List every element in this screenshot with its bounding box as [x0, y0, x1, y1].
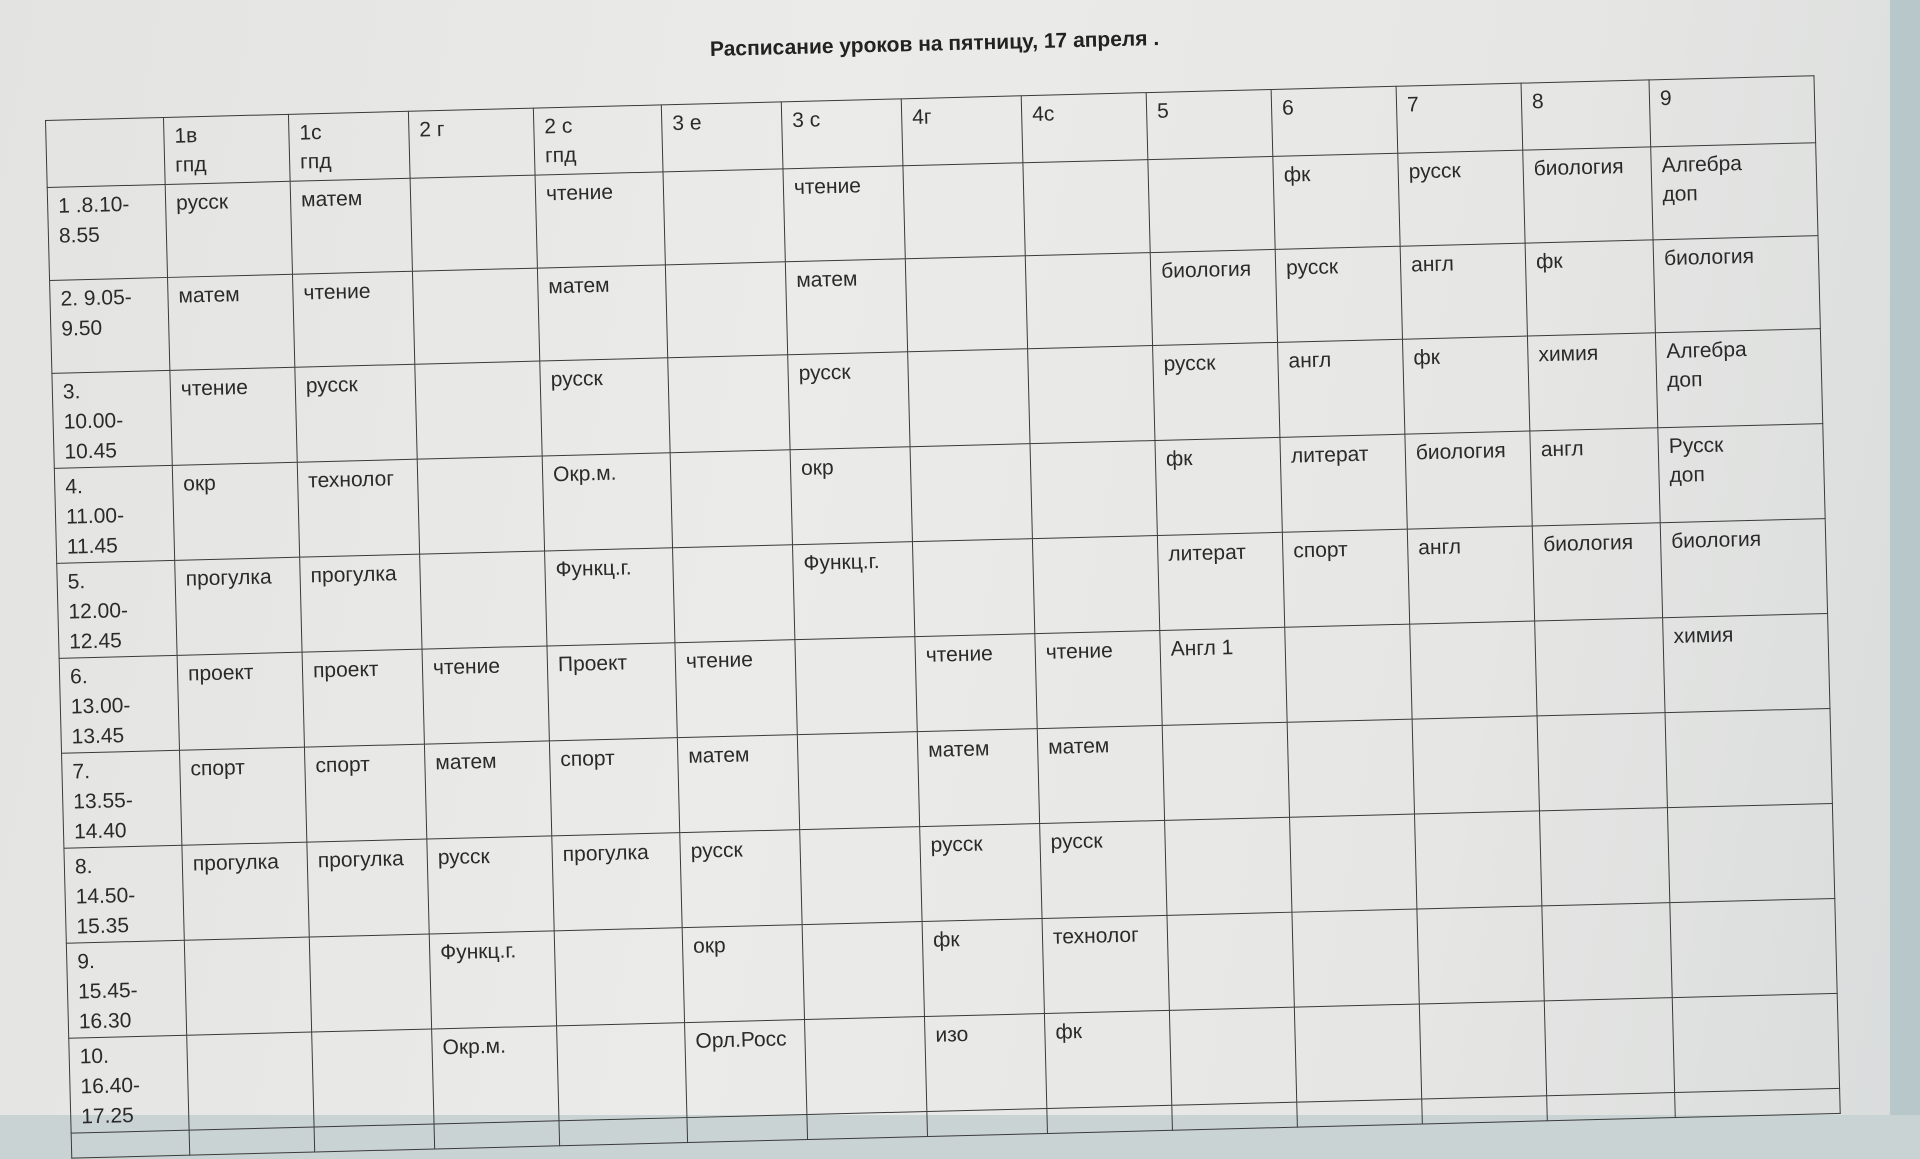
class-header-cell: 4с — [1021, 93, 1148, 163]
subject-cell — [1292, 909, 1419, 1007]
subject-cell: прогулка — [307, 839, 429, 937]
subject-cell: чтение — [915, 634, 1037, 732]
subject-cell: англ — [1400, 243, 1527, 339]
subject-cell: фк — [922, 919, 1044, 1017]
lesson-time-cell: 4. 11.00- 11.45 — [54, 465, 174, 563]
subject-cell: спорт — [179, 747, 306, 845]
empty-cell — [1675, 1088, 1841, 1117]
empty-cell — [687, 1115, 808, 1143]
subject-cell: Англ 1 — [1160, 627, 1287, 725]
empty-cell — [71, 1130, 190, 1158]
empty-cell — [1172, 1102, 1298, 1130]
lesson-time-cell: 7. 13.55- 14.40 — [62, 750, 182, 848]
lesson-time-cell: 6. 13.00- 13.45 — [59, 655, 179, 753]
subject-cell: проект — [302, 649, 424, 747]
subject-cell: чтение — [535, 172, 665, 268]
subject-cell — [417, 456, 544, 554]
subject-cell — [908, 349, 1030, 447]
empty-cell — [1547, 1093, 1676, 1121]
subject-cell — [905, 256, 1027, 352]
subject-cell: русск — [680, 830, 802, 928]
subject-cell: Проект — [547, 643, 677, 741]
subject-cell — [800, 827, 922, 925]
subject-cell — [805, 1017, 927, 1115]
empty-cell — [314, 1124, 435, 1152]
subject-cell: прогулка — [175, 557, 302, 655]
class-header-cell: 5 — [1146, 89, 1273, 159]
subject-cell: спорт — [1282, 529, 1409, 627]
subject-cell: биология — [1532, 523, 1662, 621]
subject-cell: русск — [1040, 820, 1167, 918]
class-header-cell: 9 — [1649, 76, 1816, 147]
subject-cell — [1290, 814, 1417, 912]
class-header-cell: 1с гпд — [288, 111, 410, 181]
subject-cell — [420, 551, 547, 649]
subject-cell: Функц.г. — [545, 548, 675, 646]
subject-cell — [1167, 912, 1294, 1010]
subject-cell: технолог — [297, 459, 419, 557]
empty-cell — [1297, 1099, 1423, 1127]
lesson-time-cell: 1 .8.10- 8.55 — [47, 184, 167, 280]
subject-cell — [670, 450, 792, 548]
subject-cell: Алгебра доп — [1655, 329, 1822, 428]
subject-cell — [309, 934, 431, 1032]
subject-cell — [1028, 346, 1155, 444]
subject-cell — [1169, 1007, 1296, 1105]
empty-cell — [1422, 1096, 1548, 1124]
subject-cell — [1539, 808, 1669, 906]
subject-cell: русск — [540, 358, 670, 456]
subject-cell: матем — [785, 259, 907, 355]
subject-cell — [1410, 621, 1537, 719]
subject-cell: прогулка — [182, 842, 309, 940]
lesson-time-cell: 8. 14.50- 15.35 — [64, 845, 184, 943]
subject-cell — [912, 539, 1034, 637]
subject-cell: русск — [1153, 342, 1280, 440]
subject-cell: биология — [1660, 519, 1827, 618]
class-header-cell: 3 с — [781, 99, 903, 169]
subject-cell: матем — [1037, 725, 1164, 823]
subject-cell — [802, 922, 924, 1020]
empty-cell — [559, 1118, 688, 1146]
subject-cell — [1542, 903, 1672, 1001]
class-header-cell: 3 е — [661, 102, 783, 172]
empty-cell — [1047, 1105, 1173, 1133]
subject-cell: матем — [290, 178, 412, 274]
subject-cell: спорт — [304, 744, 426, 842]
lesson-time-cell: 5. 12.00- 12.45 — [57, 560, 177, 658]
subject-cell: биология — [1653, 236, 1820, 333]
class-header-cell: 2 с гпд — [533, 105, 663, 175]
subject-cell: русск — [295, 364, 417, 462]
empty-cell — [927, 1108, 1048, 1136]
subject-cell — [1415, 811, 1542, 909]
subject-cell: окр — [682, 925, 804, 1023]
subject-cell — [1294, 1004, 1421, 1102]
subject-cell: русск — [1275, 246, 1402, 342]
subject-cell — [673, 545, 795, 643]
header-corner-cell — [46, 118, 166, 188]
subject-cell — [410, 175, 537, 271]
empty-cell — [434, 1121, 560, 1149]
subject-cell: изо — [924, 1013, 1046, 1111]
subject-cell: Алгебра доп — [1651, 143, 1818, 240]
subject-cell: химия — [1527, 333, 1657, 431]
subject-cell — [910, 444, 1032, 542]
empty-cell — [807, 1112, 928, 1140]
subject-cell: Русск доп — [1658, 424, 1825, 523]
lesson-time-cell: 9. 15.45- 16.30 — [66, 940, 186, 1038]
class-header-cell: 2 г — [408, 108, 535, 178]
subject-cell: русск — [427, 836, 554, 934]
subject-cell: чтение — [783, 166, 905, 262]
subject-cell — [415, 361, 542, 459]
subject-cell: англ — [1278, 339, 1405, 437]
subject-cell — [668, 355, 790, 453]
subject-cell: русск — [788, 352, 910, 450]
subject-cell: англ — [1407, 526, 1534, 624]
subject-cell — [1162, 722, 1289, 820]
subject-cell — [1537, 713, 1667, 811]
subject-cell: матем — [537, 265, 667, 361]
subject-cell — [1667, 803, 1834, 902]
subject-cell — [903, 163, 1025, 259]
subject-cell — [1032, 535, 1159, 633]
lesson-time-cell: 10. 16.40- 17.25 — [69, 1035, 189, 1133]
subject-cell — [1287, 719, 1414, 817]
subject-cell — [663, 169, 785, 265]
subject-cell — [187, 1032, 314, 1130]
subject-cell: русск — [920, 824, 1042, 922]
subject-cell — [1148, 156, 1275, 252]
class-header-cell: 1в гпд — [163, 114, 290, 184]
subject-cell — [665, 262, 787, 358]
subject-cell — [1670, 898, 1837, 997]
subject-cell: Окр.м. — [542, 453, 672, 551]
subject-cell: русск — [1398, 150, 1525, 246]
subject-cell: фк — [1273, 153, 1400, 249]
subject-cell — [184, 937, 311, 1035]
schedule-table — [45, 75, 1841, 1158]
subject-cell: чтение — [1035, 630, 1162, 728]
subject-cell — [1412, 716, 1539, 814]
subject-cell: Окр.м. — [432, 1026, 559, 1124]
subject-cell — [1025, 253, 1152, 349]
subject-cell: русск — [165, 181, 292, 277]
subject-cell — [1672, 993, 1839, 1092]
subject-cell: чтение — [422, 646, 549, 744]
lesson-time-cell: 2. 9.05- 9.50 — [50, 277, 170, 373]
subject-cell: Орл.Росс — [685, 1020, 807, 1118]
subject-cell: матем — [677, 735, 799, 833]
subject-cell: Функц.г. — [429, 931, 556, 1029]
subject-cell: фк — [1044, 1010, 1171, 1108]
class-header-cell: 6 — [1271, 86, 1398, 156]
subject-cell: матем — [917, 729, 1039, 827]
subject-cell — [312, 1029, 434, 1127]
subject-cell: фк — [1525, 240, 1655, 336]
subject-cell — [1165, 817, 1292, 915]
subject-cell: спорт — [549, 738, 679, 836]
subject-cell: англ — [1530, 428, 1660, 526]
subject-cell: фк — [1402, 336, 1529, 434]
subject-cell: Функц.г. — [792, 542, 914, 640]
subject-cell: окр — [790, 447, 912, 545]
subject-cell: проект — [177, 652, 304, 750]
subject-cell — [1419, 1001, 1546, 1099]
subject-cell: прогулка — [300, 554, 422, 652]
class-header-cell: 4г — [901, 96, 1023, 166]
subject-cell — [797, 732, 919, 830]
subject-cell — [412, 268, 539, 364]
subject-cell: биология — [1405, 431, 1532, 529]
subject-cell: чтение — [170, 367, 297, 465]
subject-cell: биология — [1150, 249, 1277, 345]
subject-cell: фк — [1155, 437, 1282, 535]
subject-cell — [1417, 906, 1544, 1004]
lesson-time-cell: 3. 10.00- 10.45 — [52, 370, 172, 468]
subject-cell — [557, 1023, 687, 1121]
subject-cell — [1285, 624, 1412, 722]
subject-cell — [1030, 441, 1157, 539]
subject-cell — [1535, 618, 1665, 716]
subject-cell: химия — [1663, 614, 1830, 713]
empty-cell — [189, 1127, 315, 1155]
subject-cell — [554, 928, 684, 1026]
subject-cell: чтение — [675, 640, 797, 738]
subject-cell — [1544, 998, 1674, 1096]
class-header-cell: 7 — [1396, 83, 1523, 153]
subject-cell: матем — [168, 274, 295, 370]
subject-cell: матем — [424, 741, 551, 839]
subject-cell: технолог — [1042, 915, 1169, 1013]
subject-cell: литерат — [1157, 532, 1284, 630]
subject-cell — [1023, 160, 1150, 256]
subject-cell — [795, 637, 917, 735]
subject-cell: литерат — [1280, 434, 1407, 532]
subject-cell: биология — [1523, 147, 1653, 243]
background-edge — [1890, 0, 1920, 1115]
subject-cell: чтение — [292, 271, 414, 367]
subject-cell: прогулка — [552, 833, 682, 931]
page-title: Расписание уроков на пятницу, 17 апреля . — [709, 27, 1160, 61]
subject-cell: окр — [172, 462, 299, 560]
subject-cell — [1665, 709, 1832, 808]
class-header-cell: 8 — [1521, 80, 1651, 150]
